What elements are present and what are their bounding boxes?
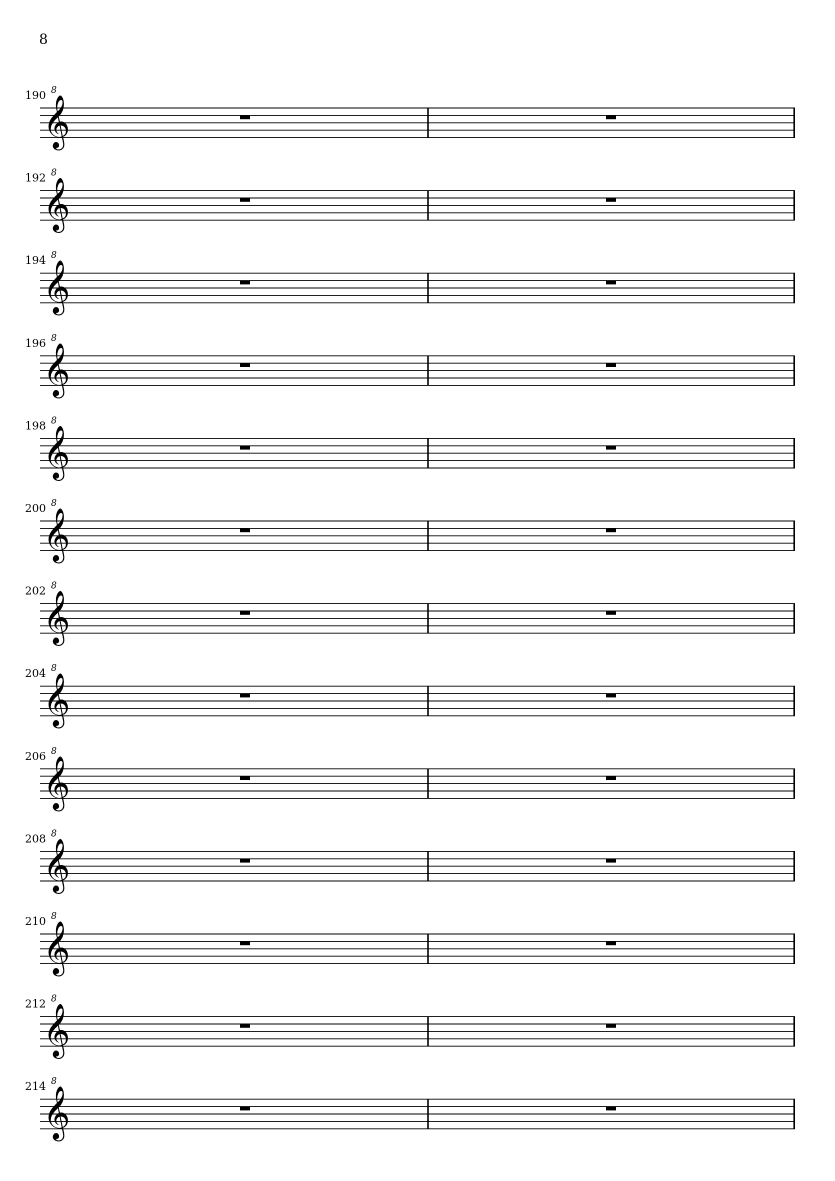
whole-rest [606, 1107, 616, 1111]
staff-system [25, 829, 795, 893]
staff-system [25, 416, 795, 480]
whole-rest [606, 446, 616, 450]
whole-rest [240, 281, 250, 285]
staff-system [25, 912, 795, 976]
measure-number: 190 [25, 89, 46, 102]
treble-clef-icon: 𝄞 [43, 341, 71, 396]
treble-clef-icon: 𝄞 [43, 1085, 71, 1140]
measure-number: 210 [25, 915, 46, 928]
staff-system [25, 664, 795, 728]
staff-system [25, 169, 795, 233]
staff-system [25, 251, 795, 315]
treble-clef-icon: 𝄞 [43, 672, 71, 727]
whole-rest [240, 859, 250, 863]
octave-marking: 8 [51, 912, 57, 922]
staff-system [25, 747, 795, 811]
whole-rest [606, 859, 616, 863]
staff-system [25, 582, 795, 646]
whole-rest [606, 776, 616, 780]
octave-marking: 8 [51, 664, 57, 675]
measure-number: 198 [25, 419, 46, 433]
octave-marking: 8 [51, 499, 57, 509]
staff-system [25, 86, 795, 150]
octave-marking: 8 [51, 746, 57, 757]
whole-rest [240, 694, 250, 698]
whole-rest [240, 528, 250, 532]
whole-rest [606, 363, 616, 367]
octave-marking: 8 [51, 1077, 57, 1088]
treble-clef-icon: 𝄞 [43, 920, 71, 974]
whole-rest [606, 198, 616, 202]
octave-marking: 8 [51, 168, 57, 179]
measure-number: 196 [25, 336, 46, 350]
measure-number: 202 [25, 584, 46, 598]
measure-number: 194 [25, 254, 46, 268]
whole-rest [240, 446, 250, 450]
octave-marking: 8 [51, 86, 57, 96]
measure-number: 212 [25, 997, 46, 1011]
measure-number: 206 [25, 749, 46, 763]
whole-rest [240, 941, 250, 945]
octave-marking: 8 [51, 251, 57, 262]
octave-marking: 8 [51, 994, 57, 1005]
octave-marking: 8 [51, 829, 57, 840]
staff-system [25, 499, 795, 563]
whole-rest [240, 611, 250, 615]
treble-clef-icon: 𝄞 [43, 507, 71, 561]
staff-system [25, 334, 795, 398]
treble-clef-icon: 𝄞 [43, 589, 71, 644]
measure-number: 208 [25, 832, 46, 846]
whole-rest [240, 1107, 250, 1111]
treble-clef-icon: 𝄞 [43, 837, 71, 892]
treble-clef-icon: 𝄞 [43, 94, 71, 148]
whole-rest [240, 115, 250, 119]
treble-clef-icon: 𝄞 [43, 424, 71, 479]
octave-marking: 8 [51, 581, 57, 592]
treble-clef-icon: 𝄞 [43, 1002, 71, 1057]
whole-rest [606, 115, 616, 119]
whole-rest [240, 776, 250, 780]
treble-clef-icon: 𝄞 [43, 754, 71, 809]
measure-number: 200 [25, 502, 46, 515]
measure-number: 204 [25, 667, 46, 681]
whole-rest [240, 198, 250, 202]
octave-marking: 8 [51, 333, 57, 344]
whole-rest [606, 694, 616, 698]
treble-clef-icon: 𝄞 [43, 259, 71, 314]
octave-marking: 8 [51, 416, 57, 427]
whole-rest [240, 363, 250, 367]
measure-number: 192 [25, 171, 46, 185]
treble-clef-icon: 𝄞 [43, 176, 71, 231]
whole-rest [240, 1024, 250, 1028]
whole-rest [606, 1024, 616, 1028]
page-number: 8 [39, 32, 48, 48]
whole-rest [606, 528, 616, 532]
whole-rest [606, 281, 616, 285]
whole-rest [606, 941, 616, 945]
measure-number: 214 [25, 1080, 46, 1094]
staff-system [25, 995, 795, 1059]
staff-system [25, 1077, 795, 1141]
whole-rest [606, 611, 616, 615]
